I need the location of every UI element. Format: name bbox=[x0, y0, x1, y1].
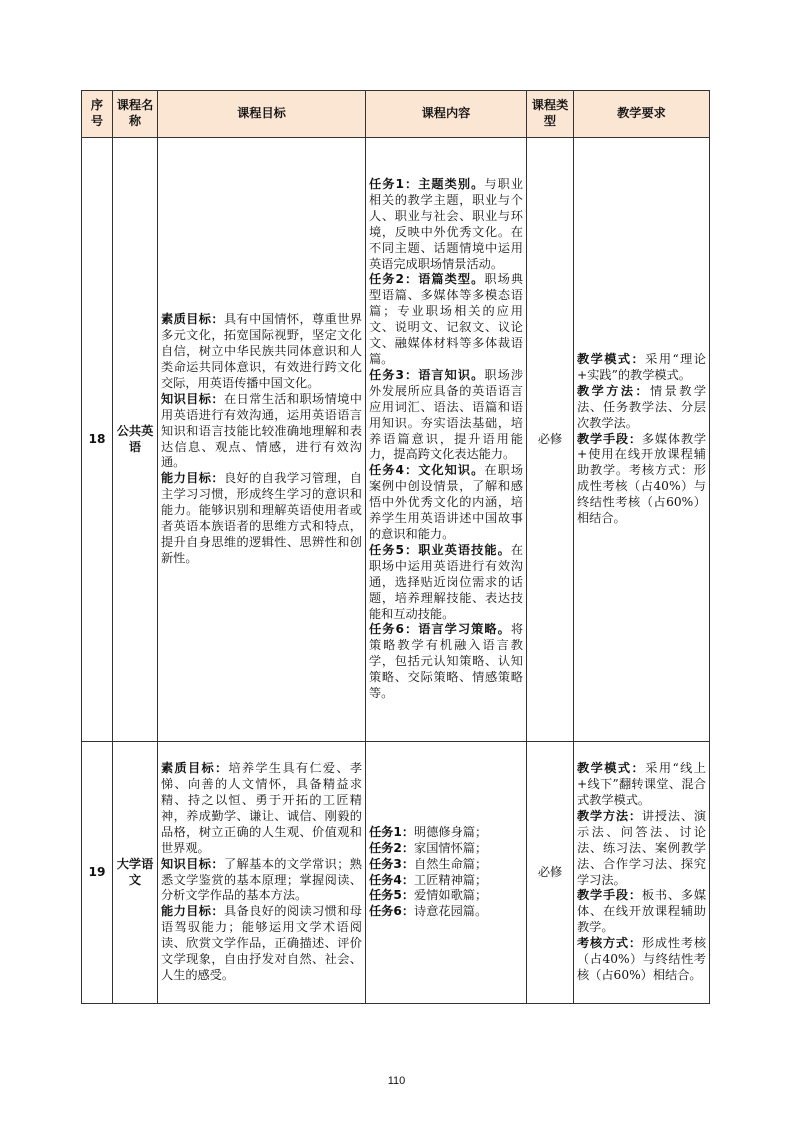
requirement-item: 教学模式：采用“理论+实践”的教学模式。 bbox=[577, 352, 706, 382]
header-content: 课程内容 bbox=[366, 91, 527, 138]
content-item: 任务1：明德修身篇； bbox=[369, 824, 488, 839]
teaching-requirements bbox=[574, 742, 710, 1004]
course-name: 大学语文 bbox=[113, 742, 158, 1004]
header-num: 序号 bbox=[82, 91, 113, 138]
goal-item: 能力目标：良好的自我学习管理，自主学习习惯，形成终生学习的意识和能力。能够识别和理解英语使用者或者英语本族语者的思维方式和特点，提升自身思维的逻辑性、思辨性和创新性。 bbox=[161, 471, 362, 565]
goal-item: 知识目标：了解基本的文学常识；熟悉文学鉴赏的基本原理；掌握阅读、分析文学作品的基本方法。 bbox=[161, 856, 362, 903]
table-row bbox=[82, 138, 710, 742]
requirement-item: 教学方法：情景教学法、任务教学法、分层次教学法。 bbox=[577, 383, 707, 430]
requirement-item: 教学模式：采用“线上+线下”翻转课堂、混合式教学模式。 bbox=[577, 761, 706, 807]
header-row bbox=[82, 91, 710, 138]
page-number: 110 bbox=[387, 1075, 406, 1087]
requirement-item: 考核方式：形成性考核（占40%）与终结性考核（占60%）相结合。 bbox=[577, 936, 707, 982]
header-name: 课程名称 bbox=[113, 91, 158, 138]
course-type: 必修 bbox=[527, 138, 574, 742]
course-content bbox=[366, 138, 527, 742]
requirement-item: 教学手段：多媒体教学+使用在线开放课程辅助教学。考核方式：形成性考核（占40%）与终结性考核（占60%）相结合。 bbox=[577, 431, 707, 526]
requirement-item: 教学手段：板书、多媒体、在线开放课程辅助教学。 bbox=[577, 888, 707, 935]
content-item: 任务4：文化知识。在职场案例中创设情景，了解和感悟中外优秀文化的内涵，培养学生用英语讲述中国故事的意识和能力。 bbox=[369, 463, 524, 541]
goal-item: 素质目标：培养学生具有仁爱、孝悌、向善的人文情怀，具备精益求精、持之以恒、勇于开拓的工匠精神，养成勤学、谦让、诚信、刚毅的品格，树立正确的人生观、价值观和世界观。 bbox=[161, 761, 363, 855]
content-item: 任务6：诗意花园篇。 bbox=[369, 904, 488, 919]
course-goals bbox=[158, 138, 366, 742]
content-item: 任务6：语言学习策略。将策略教学有机融入语言教学，包括元认知策略、认知策略、交际策略、情感策略等。 bbox=[369, 622, 523, 701]
header-req: 教学要求 bbox=[574, 91, 710, 138]
course-content bbox=[366, 742, 527, 1004]
table-row bbox=[82, 742, 710, 1004]
goal-item: 知识目标：在日常生活和职场情境中用英语进行有效沟通，运用英语语言知识和语言技能比较准确地理解和表达信息、观点、情感，进行有效沟通。 bbox=[161, 391, 362, 470]
course-goals bbox=[158, 742, 366, 1004]
content-item: 任务4：工匠精神篇； bbox=[369, 872, 488, 887]
header-goal: 课程目标 bbox=[158, 91, 366, 138]
teaching-requirements bbox=[574, 138, 710, 742]
course-type: 必修 bbox=[527, 742, 574, 1004]
content-item: 任务1：主题类别。与职业相关的教学主题，职业与个人、职业与社会、职业与环境，反映中外优秀文化。在不同主题、话题情境中运用英语完成职场情景活动。 bbox=[369, 177, 524, 271]
goal-item: 素质目标：具有中国情怀，尊重世界多元文化，拓宽国际视野，坚定文化自信，树立中华民族共同体意识和人类命运共同体意识，有效进行跨文化交际，用英语传播中国文化。 bbox=[161, 312, 362, 390]
course-name: 公共英语 bbox=[113, 138, 158, 742]
requirement-item: 教学方法：讲授法、演示法、问答法、讨论法、练习法、案例教学法、合作学习法、探究学习法。 bbox=[577, 808, 707, 887]
content-item: 任务2：语篇类型。职场典型语篇、多媒体等多模态语篇；专业职场相关的应用文、说明文、记叙文、议论文、融媒体材料等多体裁语篇。 bbox=[369, 272, 524, 367]
content-item: 任务5：爱情如歌篇； bbox=[369, 888, 488, 903]
content-item: 任务3：语言知识。职场涉外发展所应具备的英语语言应用词汇、语法、语篇和语用知识。夯实语法基础，培养语篇意识，提升语用能力，提高跨文化表达能力。 bbox=[369, 367, 524, 462]
content-item: 任务5：职业英语技能。在职场中运用英语进行有效沟通，选择贴近岗位需求的话题，培养理解技能、表达技能和互动技能。 bbox=[369, 542, 523, 621]
course-table bbox=[81, 90, 710, 1004]
content-item: 任务2：家国情怀篇； bbox=[369, 840, 488, 855]
goal-item: 能力目标：具备良好的阅读习惯和母语驾驭能力；能够运用文学术语阅读、欣赏文学作品，正确描述、评价文学现象，自由抒发对自然、社会、人生的感受。 bbox=[161, 904, 362, 982]
header-type: 课程类型 bbox=[527, 91, 574, 138]
content-item: 任务3：自然生命篇； bbox=[369, 856, 488, 871]
row-number: 19 bbox=[82, 742, 113, 1004]
row-number: 18 bbox=[82, 138, 113, 742]
